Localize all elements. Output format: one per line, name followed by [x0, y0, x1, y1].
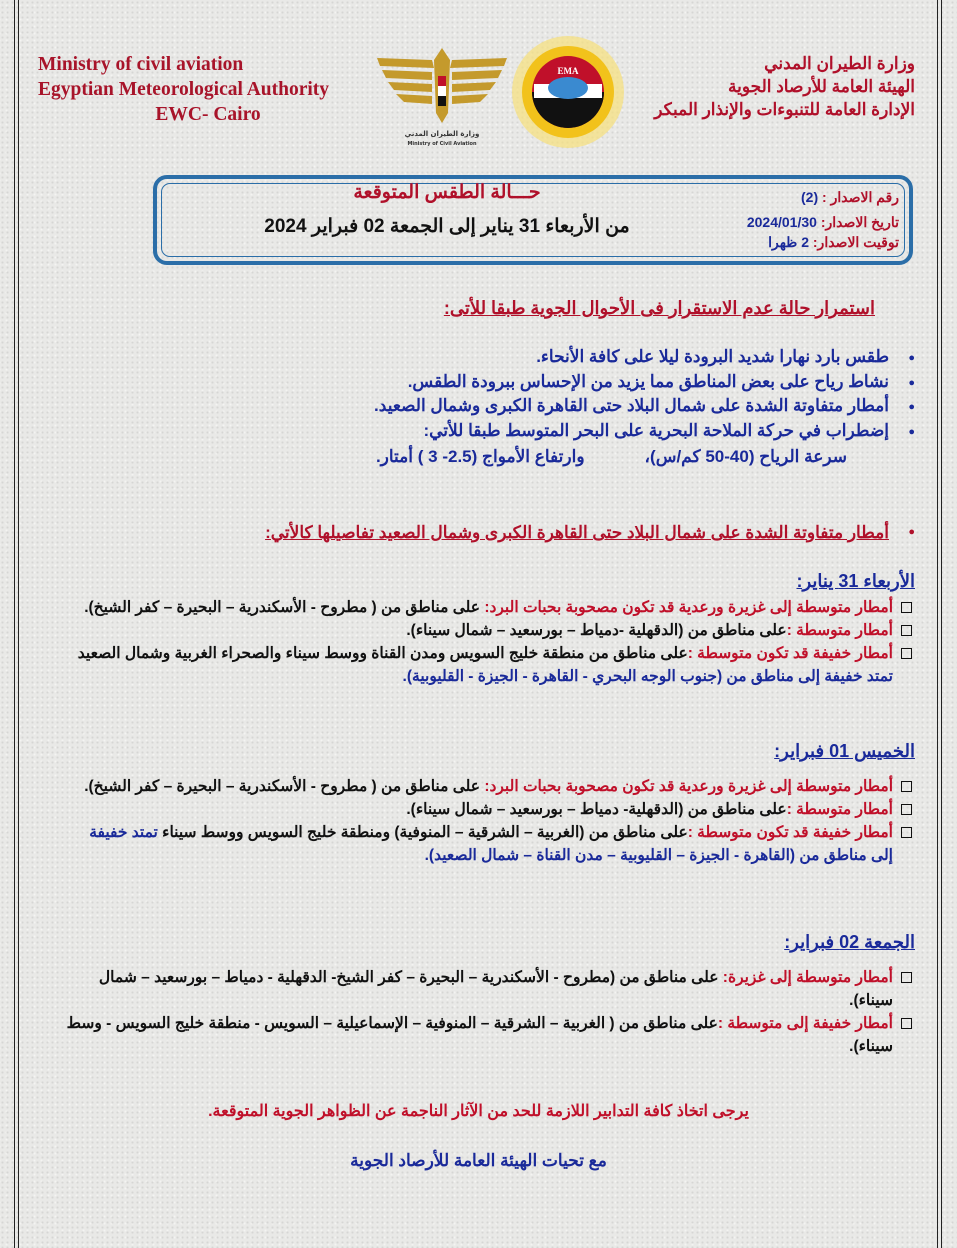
closing-advice: يرجى اتخاذ كافة التدابير اللازمة للحد من الآثار الناجمة عن الظواهر الجوية المتوقعة. — [208, 1103, 749, 1120]
center-name-en: EWC- Cairo — [155, 104, 261, 125]
issue-meta: رقم الاصدار : (2) تاريخ الاصدار: 2024/01/30 توقيت الاصدار: 2 ظهرا — [746, 189, 899, 250]
list-item: أمطار خفيفة إلى متوسطة :على مناطق من ( الغربية – الشرقية – المنوفية – الإسماعيلية – السويس - منطقة خليج السويس - وسط سيناء). — [65, 1012, 915, 1058]
wind-speed: سرعة الرياح (40-50 كم/س)، — [644, 447, 847, 466]
bulletin-title-box — [153, 175, 913, 265]
authority-name-en: Egyptian Meteorological Authority — [38, 79, 330, 100]
header-english — [38, 52, 378, 127]
day-section-wed — [65, 570, 915, 688]
list-item: أمطار متوسطة إلى غزيرة ورعدية قد تكون مصحوبة بحبات البرد: على مناطق من ( مطروح - الأسكندرية – البحيرة – كفر الشيخ). — [65, 596, 915, 619]
issue-date: 2024/01/30 — [746, 214, 817, 230]
list-item: أمطار خفيفة قد تكون متوسطة :على مناطق من (الغربية – الشرقية – المنوفية) ومنطقة خليج السويس ووسط سيناء تمتد خفيفة إلى مناطق من (القاهرة - الجيزة – القليوبية – مدن القناة – شمال الصعيد). — [65, 821, 915, 867]
summary-bullets — [77, 345, 917, 470]
bulletin-title: حـــالة الطقس المتوقعة — [353, 182, 541, 203]
summary-heading: استمرار حالة عدم الاستقرار فى الأحوال الجوية طبقا للأتى: — [443, 298, 875, 318]
page-border-right — [937, 0, 942, 1248]
day-section-fri — [65, 931, 915, 1058]
bulletin-period: من الأربعاء 31 يناير إلى الجمعة 02 فبراير 2024 — [264, 216, 630, 237]
authority-name-ar: الهيئة العامة للأرصاد الجوية — [727, 77, 915, 96]
svg-text:وزارة الطيران المدني: وزارة الطيران المدني — [404, 130, 480, 138]
svg-text:Ministry of Civil Aviation: Ministry of Civil Aviation — [407, 141, 477, 147]
list-item: ● إضطراب في حركة الملاحة البحرية على البحر المتوسط طبقا للأتي: — [77, 419, 917, 444]
list-item: ● نشاط رياح على بعض المناطق مما يزيد من الإحساس ببرودة الطقس. — [77, 370, 917, 395]
list-item: أمطار متوسطة إلى غزيرة ورعدية قد تكون مصحوبة بحبات البرد: على مناطق من ( مطروح - الأسكندرية – البحيرة – كفر الشيخ). — [65, 775, 915, 798]
details-heading: ● أمطار متفاوتة الشدة على شمال البلاد حتى القاهرة الكبرى وشمال الصعيد تفاصيلها كالأتي: — [39, 523, 917, 543]
header-arabic — [654, 52, 915, 121]
department-name-ar: الإدارة العامة للتنبوءات والإنذار المبكر — [654, 100, 915, 119]
list-item: ● أمطار متفاوتة الشدة على شمال البلاد حتى القاهرة الكبرى وشمال الصعيد. — [77, 394, 917, 419]
ema-sun-logo — [510, 30, 630, 150]
list-item: ● طقس بارد نهارا شديد البرودة ليلا على كافة الأنحاء. — [77, 345, 917, 370]
closing-regards: مع تحيات الهيئة العامة للأرصاد الجوية — [350, 1151, 607, 1170]
day-section-thu — [65, 740, 915, 867]
ministry-name-en: Ministry of civil aviation — [38, 54, 244, 75]
list-item: أمطار متوسطة :على مناطق من (الدقهلية- دمياط – بورسعيد – شمال سيناء). — [65, 798, 915, 821]
list-item: أمطار خفيفة قد تكون متوسطة :على مناطق من منطقة خليج السويس ومدن القناة ووسط سيناء والصحراء الغربية وشمال الصعيد تمتد خفيفة إلى مناطق من (جنوب الوجه البحري - القاهرة - الجيزة - القليوبية). — [65, 642, 915, 688]
wave-height: وارتفاع الأمواج (2.5- 3 ) أمتار. — [375, 447, 585, 466]
day-title: الخميس 01 فبراير: — [774, 741, 915, 761]
issue-time: 2 ظهرا — [768, 234, 809, 250]
ministry-name-ar: وزارة الطيران المدني — [764, 54, 915, 73]
ministry-eagle-logo — [372, 38, 512, 148]
svg-text:EMA: EMA — [557, 66, 579, 76]
list-item: أمطار متوسطة :على مناطق من (الدقهلية -دمياط – بورسعيد – شمال سيناء). — [65, 619, 915, 642]
issue-number: (2) — [800, 189, 819, 205]
day-title: الجمعة 02 فبراير: — [784, 932, 915, 952]
page-border-left — [14, 0, 19, 1248]
list-item: أمطار متوسطة إلى غزيرة: على مناطق من (مطروح - الأسكندرية – البحيرة – كفر الشيخ- الدقهلية - دمياط – بورسعيد – شمال سيناء). — [65, 966, 915, 1012]
day-title: الأربعاء 31 يناير: — [796, 571, 915, 591]
